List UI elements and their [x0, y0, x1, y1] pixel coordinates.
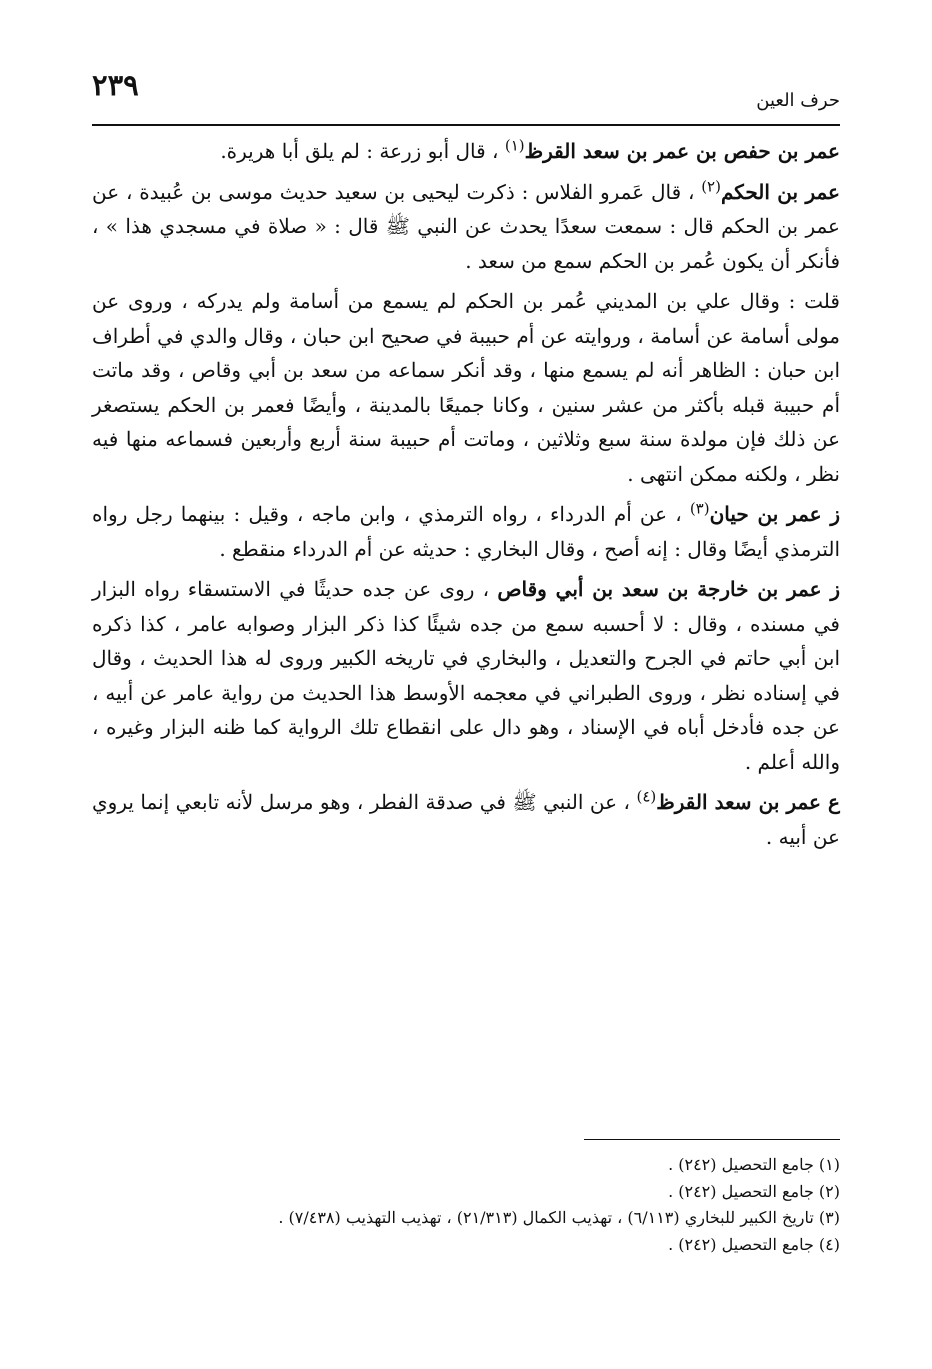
- footnote-ref: (٣): [689, 499, 710, 518]
- entry-heading: ز عمر بن خارجة بن سعد بن أبي وقاص: [497, 577, 840, 601]
- entry-umar-ibn-sad-al-qaraz: [92, 785, 840, 854]
- footnote: (١) جامع التحصيل (٢٤٢) .: [668, 1155, 840, 1174]
- entry-heading: عمر بن الحكم: [720, 179, 840, 204]
- entry-text: ، عن أم الدرداء ، رواه الترمذي ، وابن ماجه ، وقيل : بينهما رجل رواه الترمذي أيضًا وقال : إنه أصح ، وقال البخاري : حديثه عن أم الدرداء منقطع .: [92, 502, 840, 561]
- entry-umar-ibn-al-hakam: [92, 175, 840, 279]
- entry-heading: ع عمر بن سعد القرظ: [656, 790, 840, 814]
- entry-text: ، قال أبو زرعة : لم يلق أبا هريرة.: [220, 139, 505, 163]
- running-head: حرف العين: [756, 90, 840, 111]
- entry-text: ، عن النبي ﷺ في صدقة الفطر ، وهو مرسل لأنه تابعي إنما يروي عن أبيه .: [92, 790, 840, 849]
- entry-text: ، قال عَمرو الفلاس : ذكرت ليحيى بن سعيد حديث موسى بن عُبيدة ، عن عمر بن الحكم قال : سمعت سعدًا يحدث عن النبي ﷺ قال : « صلاة في مسجدي هذا » ، فأنكر أن يكون عُمر بن الحكم سمع من سعد .: [92, 179, 840, 273]
- footnote-ref: (٢): [701, 176, 721, 195]
- entry-heading: عمر بن حفص بن عمر بن سعد القرظ: [524, 139, 840, 163]
- entry-text: ، روى عن جده حديثًا في الاستسقاء رواه البزار في مسنده ، وقال : لا أحسبه سمع من جده شيئًا كذا ذكر البزار وصوابه عامر ، كذا ذكره ابن أبي حاتم في الجرح والتعديل ، والبخاري في تاريخه الكبير وروى له هذا الحديث ، وقال في إسناده نظر ، وروى الطبراني في معجمه الأوسط هذا الحديث من رواية عامر عن أبيه ، عن جده فأدخل أباه في الإسناد ، وهو دال على انقطاع تلك الرواية كما ظنه البزار وغيره ، والله أعلم .: [92, 577, 840, 774]
- entry-umar-ibn-hafs: [92, 134, 840, 169]
- entry-umar-ibn-hayyan: [92, 497, 840, 566]
- entry-heading: ز عمر بن حيان: [709, 502, 840, 526]
- commentary-paragraph: [92, 284, 840, 491]
- footnote-ref: (٤): [636, 787, 657, 806]
- page-number: ٢٣٩: [92, 68, 139, 102]
- footnote: (٢) جامع التحصيل (٢٤٢) .: [668, 1181, 840, 1201]
- main-text: [92, 134, 840, 860]
- entry-text: قلت : وقال علي بن المديني عُمر بن الحكم لم يسمع من أسامة ولم يدركه ، وروى عن مولى أسامة عن أسامة ، وروايته عن أم حبيبة في صحيح ابن حبان ، وقال والدي في أطراف ابن حبان : الظاهر أنه لم يسمع منها ، وقد أنكر سماعه من سعد بن أبي وقاص ، وقد ماتت أم حبيبة قبله بأكثر من عشر سنين ، وكانا جميعًا بالمدينة ، وأيضًا فعمر بن الحكم يستصغر عن ذلك فإن مولدة سنة سبع وثلاثين ، وماتت أم حبيبة سنة أربع وأربعين فسماعه منها فيه نظر ، ولكنه ممكن انتهى .: [92, 289, 840, 486]
- entry-umar-ibn-kharija: [92, 572, 840, 779]
- footnote-ref: (١): [504, 136, 525, 155]
- footnotes: [92, 1152, 840, 1258]
- header-rule: [92, 124, 840, 126]
- footnote: (٤) جامع التحصيل (٢٤٢) .: [668, 1234, 840, 1254]
- footnote: (٣) تاريخ الكبير للبخاري (٦/١١٣) ، تهذيب الكمال (٢١/٣١٣) ، تهذيب التهذيب (٧/٤٣٨) .: [278, 1208, 840, 1227]
- footnote-rule: [584, 1139, 840, 1140]
